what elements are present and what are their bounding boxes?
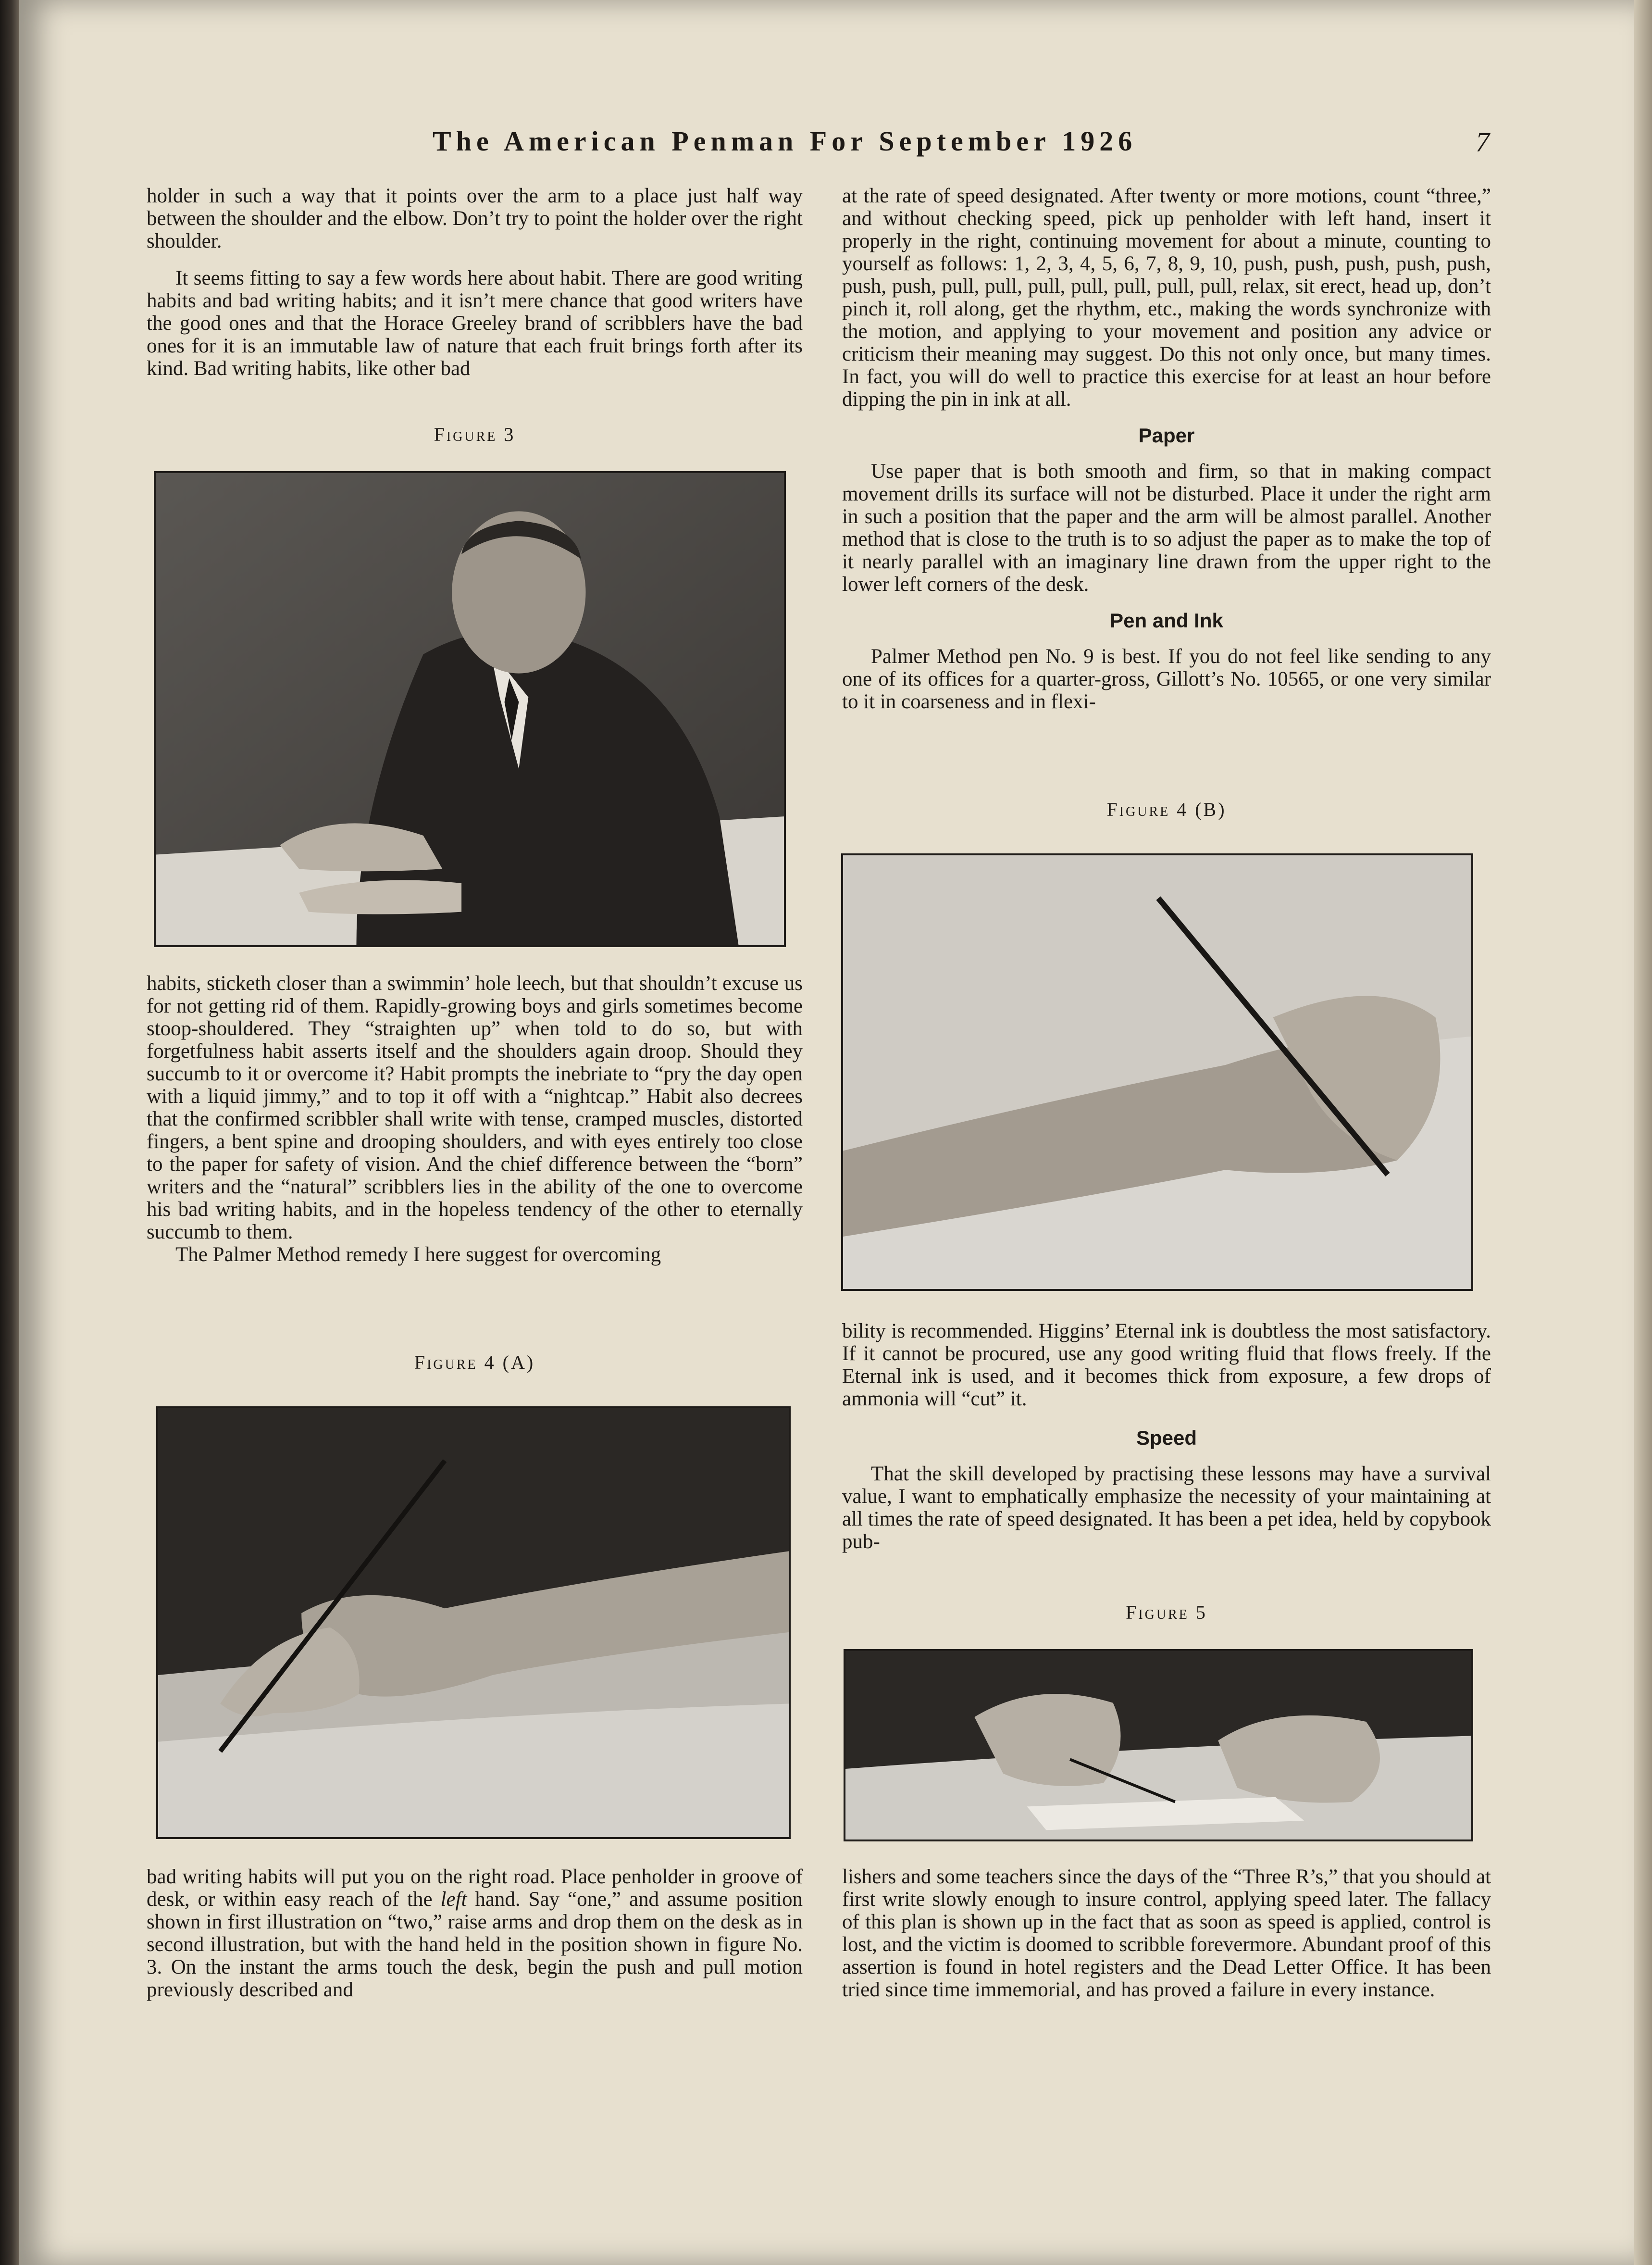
- left-column-bottom: [147, 1865, 803, 2001]
- speed-heading: Speed: [1136, 1427, 1197, 1449]
- paragraph: habits, sticketh closer than a swimmin’ hole leech, but that shouldn’t excuse us for not getting rid of them. Rapidly-growing boys and girls sometimes become stoop-shouldered. They “straighten up” when told to do so, but with forgetfulness habit asserts itself and the shoulders again droop. Should they succumb to it or overcome it? Habit prompts the inebriate to “pry the day open with a liquid jimmy,” and to top it off with a “nightcap.” Habit also decrees that the confirmed scribbler shall write with tense, cramped muscles, distorted fingers, a bent spine and drooping shoulders, and with eyes entirely too close to the paper for safety of vision. And the chief difference between the “born” writers and the “natural” scribblers lies in the ability of the one to overcome his bad writing habits, and in the hopeless tendency of the other to eternally succumb to them.: [147, 972, 803, 1243]
- running-header: The American Penman For September 1926: [433, 125, 1137, 157]
- pen-and-ink-heading: Pen and Ink: [1110, 609, 1223, 632]
- paragraph: at the rate of speed designated. After twenty or more motions, count “three,” and without checking speed, pick up penholder with left hand, insert it properly in the right, continuing movement for about a minute, counting to yourself as follows: 1, 2, 3, 4, 5, 6, 7, 8, 9, 10, push, push, push, push, push, push, push, pull, pull, pull, pull, pull, pull, pull, relax, sit erect, head up, don’t pinch it, roll along, get the rhythm, etc., making the words synchronize with the motion, and applying to your movement and position any advice or criticism their meaning may suggest. Do this not only once, but many times. In fact, you will do well to practice this exercise for at least an hour before dipping the pin in ink at all.: [842, 185, 1491, 411]
- left-column-middle: [147, 972, 803, 1266]
- paragraph: The Palmer Method remedy I here suggest for overcoming: [175, 1243, 661, 1266]
- paper-heading: Paper: [1138, 424, 1195, 447]
- page-edge: [1634, 0, 1652, 2265]
- paragraph: That the skill developed by practising these lessons may have a survival value, I want to emphatically emphasize the necessity of your maintaining at all times the rate of speed designated. It has been a pet idea, held by copybook pub-: [842, 1463, 1491, 1553]
- figure-4a-photo: [156, 1406, 791, 1839]
- magazine-page: [19, 0, 1634, 2265]
- paragraph: bad writing habits will put you on the right road. Place penholder in groove of desk, or within easy reach of the left hand. Say “one,” and assume position shown in first illustration on “two,” raise arms and drop them on the desk as in second illustration, but with the hand held in the position shown in figure No. 3. On the instant the arms touch the desk, begin the push and pull motion previously described and: [147, 1865, 803, 2001]
- figure-3-caption: Figure 3: [434, 424, 516, 445]
- paragraph: Use paper that is both smooth and firm, so that in making compact movement drills its surface will not be disturbed. Place it under the right arm in such a position that the paper and the arm will be almost parallel. Another method that is close to the truth is to so adjust the paper as to make the top of it nearly parallel with an imaginary line drawn from the upper right to the lower left corners of the desk.: [842, 460, 1491, 596]
- paragraph: Palmer Method pen No. 9 is best. If you do not feel like sending to any one of its offices for a quarter-gross, Gillott’s No. 10565, or one very similar to it in coarseness and in flexi-: [842, 645, 1491, 713]
- right-column-bottom: [842, 1865, 1491, 2001]
- left-column-top: [147, 185, 803, 380]
- paragraph: holder in such a way that it points over the arm to a place just half way between the shoulder and the elbow. Don’t try to point the holder over the right shoulder.: [147, 185, 803, 252]
- emphasis: left: [440, 1888, 467, 1911]
- paragraph: It seems fitting to say a few words here about habit. There are good writing habits and bad writing habits; and it isn’t mere chance that good writers have the good ones and that the Horace Greeley brand of scribblers have the bad ones for it is an immutable law of nature that each fruit brings forth after its kind. Bad writing habits, like other bad: [147, 267, 803, 380]
- figure-4a-caption: Figure 4 (A): [414, 1351, 535, 1373]
- page-binding-shadow: [0, 0, 19, 2265]
- man-writing-at-desk-image: [156, 473, 784, 945]
- figure-5-caption: Figure 5: [1126, 1602, 1207, 1623]
- hand-holding-pen-image: [158, 1408, 789, 1837]
- figure-4b-caption: Figure 4 (B): [1106, 799, 1227, 820]
- figure-5-photo: [844, 1649, 1473, 1841]
- paragraph: bility is recommended. Higgins’ Eternal ink is doubtless the most satisfactory. If it cannot be procured, use any good writing fluid that flows freely. If the Eternal ink is used, and it becomes thick from exposure, a few drops of ammonia will “cut” it.: [842, 1320, 1491, 1410]
- paragraph: lishers and some teachers since the days of the “Three R’s,” that you should at first write slowly enough to insure control, applying speed later. The fallacy of this plan is shown up in the fact that as soon as speed is applied, control is lost, and the victim is doomed to scribble forevermore. Abundant proof of this assertion is found in hotel registers and the Dead Letter Office. It has been tried since time immemorial, and has proved a failure in every instance.: [842, 1865, 1491, 2001]
- right-column-middle: [842, 1320, 1491, 1553]
- figure-4b-photo: [841, 853, 1473, 1291]
- right-column-top: [842, 185, 1491, 713]
- page-number: 7: [1476, 126, 1490, 158]
- two-hands-on-desk-image: [845, 1651, 1471, 1840]
- hand-writing-with-pen-image: [843, 855, 1471, 1289]
- figure-3-photo: [154, 471, 786, 947]
